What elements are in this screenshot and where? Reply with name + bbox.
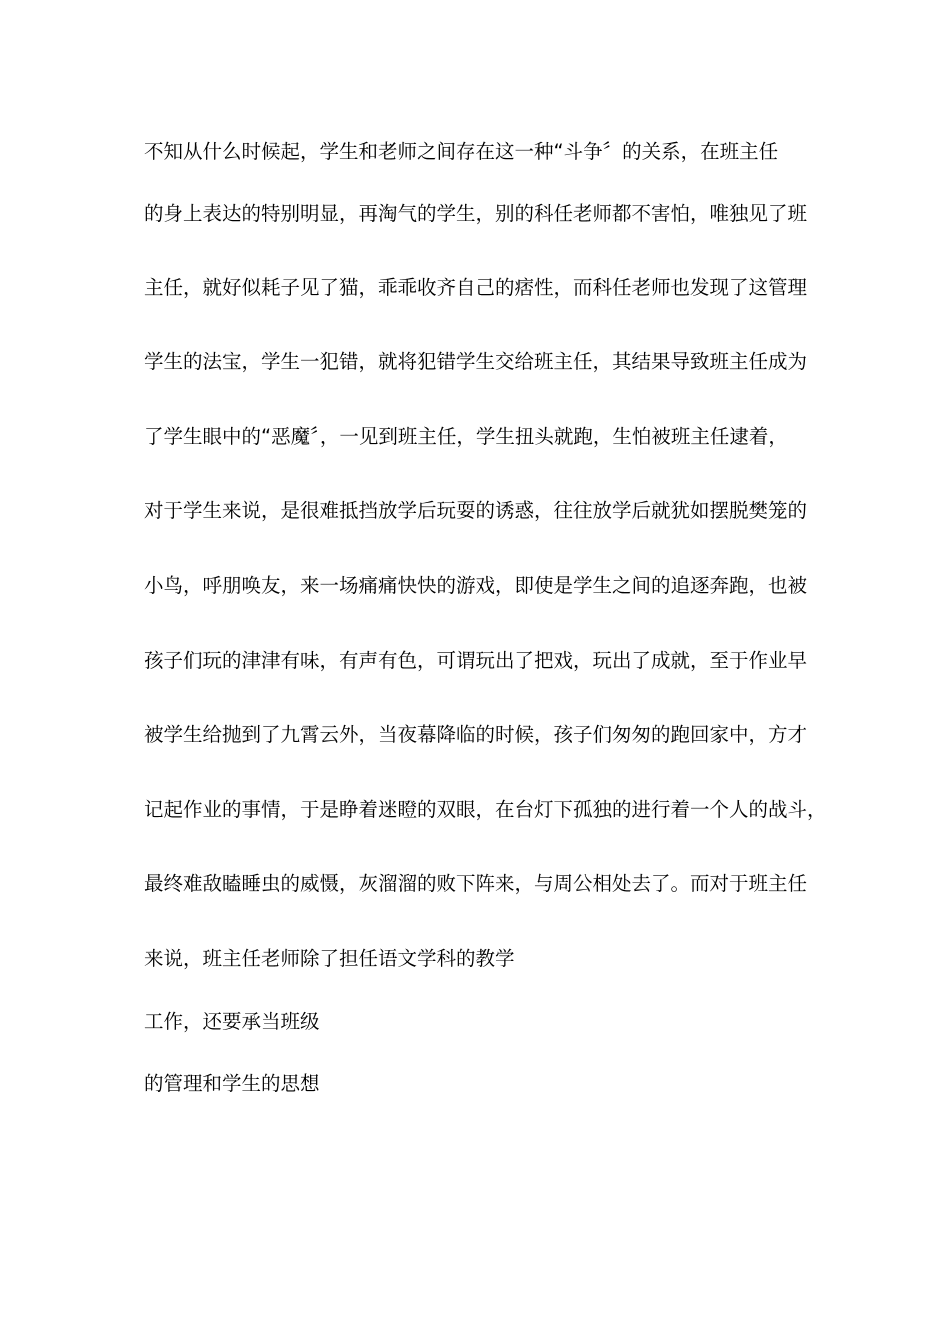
paragraph-line: 孩子们玩的津津有味，有声有色，可谓玩出了把戏，玩出了成就，至于作业早 — [144, 649, 808, 672]
paragraph-line: 被学生给抛到了九霄云外，当夜幕降临的时候，孩子们匆匆的跑回家中，方才 — [144, 723, 808, 746]
paragraph-line: 来说，班主任老师除了担任语文学科的教学 — [144, 947, 515, 970]
paragraph-line: 记起作业的事情，于是睁着迷瞪的双眼，在台灯下孤独的进行着一个人的战斗， — [144, 798, 827, 821]
paragraph-line: 工作，还要承当班级 — [144, 1010, 320, 1033]
paragraph-line: 最终难敌瞌睡虫的威慑，灰溜溜的败下阵来，与周公相处去了。而对于班主任 — [144, 872, 808, 895]
paragraph-line: 不知从什么时候起，学生和老师之间存在这一种“斗争〞的关系，在班主任 — [144, 140, 779, 163]
paragraph-line: 主任，就好似耗子见了猫，乖乖收齐自己的痞性，而科任老师也发现了这管理 — [144, 276, 808, 299]
paragraph-line: 的管理和学生的思想 — [144, 1072, 320, 1095]
paragraph-line: 的身上表达的特别明显，再淘气的学生，别的科任老师都不害怕，唯独见了班 — [144, 202, 808, 225]
paragraph-line: 对于学生来说，是很难抵挡放学后玩耍的诱惑，往往放学后就犹如摆脱樊笼的 — [144, 499, 808, 522]
paragraph-line: 学生的法宝，学生一犯错，就将犯错学生交给班主任，其结果导致班主任成为 — [144, 350, 808, 373]
paragraph-line: 小鸟，呼朋唤友，来一场痛痛快快的游戏，即使是学生之间的追逐奔跑，也被 — [144, 574, 808, 597]
paragraph-line: 了学生眼中的“恶魔〞，一见到班主任，学生扭头就跑，生怕被班主任逮着， — [144, 425, 788, 448]
